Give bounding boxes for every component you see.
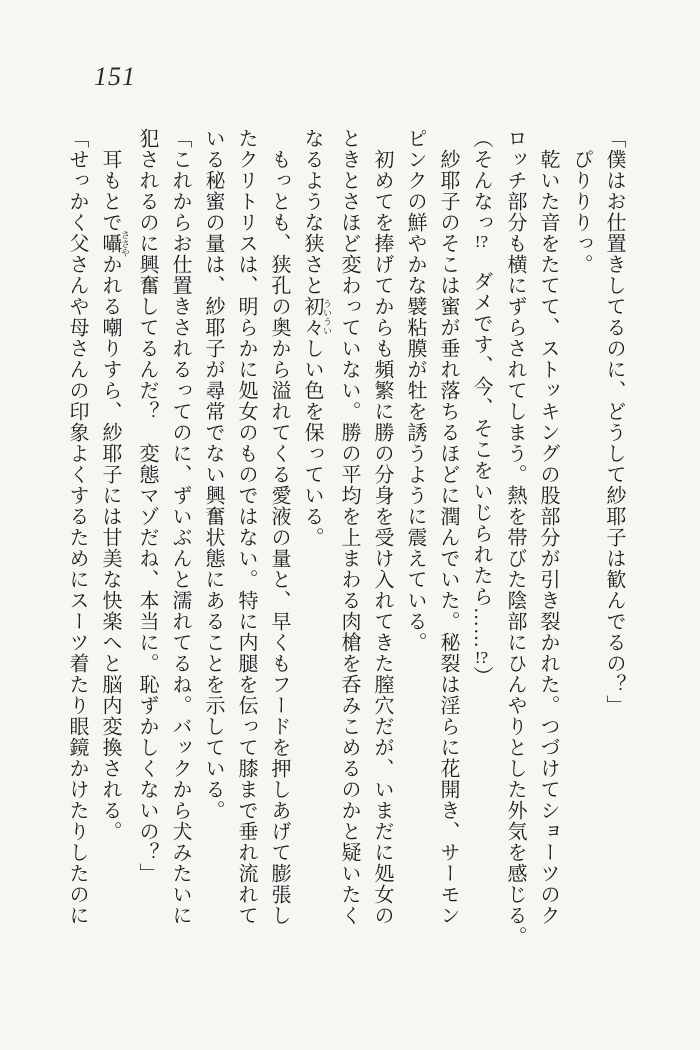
text-line-7: ピンクの鮮やかな襞粘膜が牡を誘うように震えている。	[404, 128, 426, 653]
text-line-16	[93, 128, 130, 968]
text-line-2: ぴりりりっ。	[570, 128, 592, 275]
text-segment: かれる嘲りすら、紗耶子には甘美な快楽へと脳内変換される。	[99, 254, 121, 842]
ruby-annotated-word	[301, 296, 332, 338]
text-segment: ダメです、今、そこをいじられたら……	[470, 250, 492, 649]
page-number: 151	[94, 62, 136, 91]
ruby-base: 初々	[301, 296, 323, 338]
exclamation-question-glyph: !?	[474, 649, 489, 666]
text-block	[60, 128, 630, 968]
text-line-11: もっとも、狭孔の奥から溢れてくる愛液の量と、早くもフードを押しあげて膨張し	[268, 128, 290, 926]
text-line-1: 「僕はお仕置きしてるのに、どうして紗耶子は歓んでるの？」	[603, 128, 625, 716]
text-segment: なるような狭さと	[301, 128, 323, 296]
text-line-9: ときとさほど変わっていない。勝の平均を上まわる肉槍を呑みこめるのかと疑いたく	[338, 128, 360, 926]
text-line-17: 「せっかく父さんや母さんの印象よくするためにスーツ着たり眼鏡かけたりしたのに	[66, 128, 88, 926]
text-line-10	[295, 128, 332, 968]
text-segment: （そんなっ	[470, 128, 492, 233]
ruby-annotated-word	[99, 230, 130, 257]
text-line-4: ロッチ部分も横にずらされてしまう。熱を帯びた陰部にひんやりとした外気を感じる。	[504, 128, 526, 947]
text-line-6: 紗耶子のそこは蜜が垂れ落ちるほどに潤んでいた。秘裂は淫らに花開き、サーモン	[437, 128, 459, 926]
text-line-13: いる秘蜜の量は、紗耶子が尋常でない興奮状態にあることを示している。	[202, 128, 224, 821]
text-line-8: 初めてを捧げてからも頻繁に勝の分身を受け入れてきた膣穴だが、いまだに処女の	[371, 128, 393, 926]
text-line-15: 犯されるのに興奮してるんだ？ 変態マゾだね、本当に。恥ずかしくないの？」	[136, 128, 158, 884]
furigana: ささや	[120, 230, 130, 257]
text-line-12: たクリトリスは、明らかに処女のものではない。特に内腿を伝って膝まで垂れ流れて	[235, 128, 257, 926]
exclamation-question-glyph: !?	[474, 233, 489, 250]
text-segment: しい色を保っている。	[301, 338, 323, 548]
text-line-3: 乾いた音をたてて、ストッキングの股部分が引き裂かれた。つづけてショーツのク	[537, 128, 559, 926]
text-segment: 耳もとで	[99, 128, 121, 233]
text-line-14: 「これからお仕置きされるってのに、ずいぶんと濡れてるね。バックから犬みたいに	[169, 128, 191, 926]
ruby-base: 囁	[99, 230, 121, 257]
furigana: ういうい	[322, 296, 332, 338]
text-segment: ）	[470, 666, 492, 687]
text-line-5	[464, 128, 498, 968]
